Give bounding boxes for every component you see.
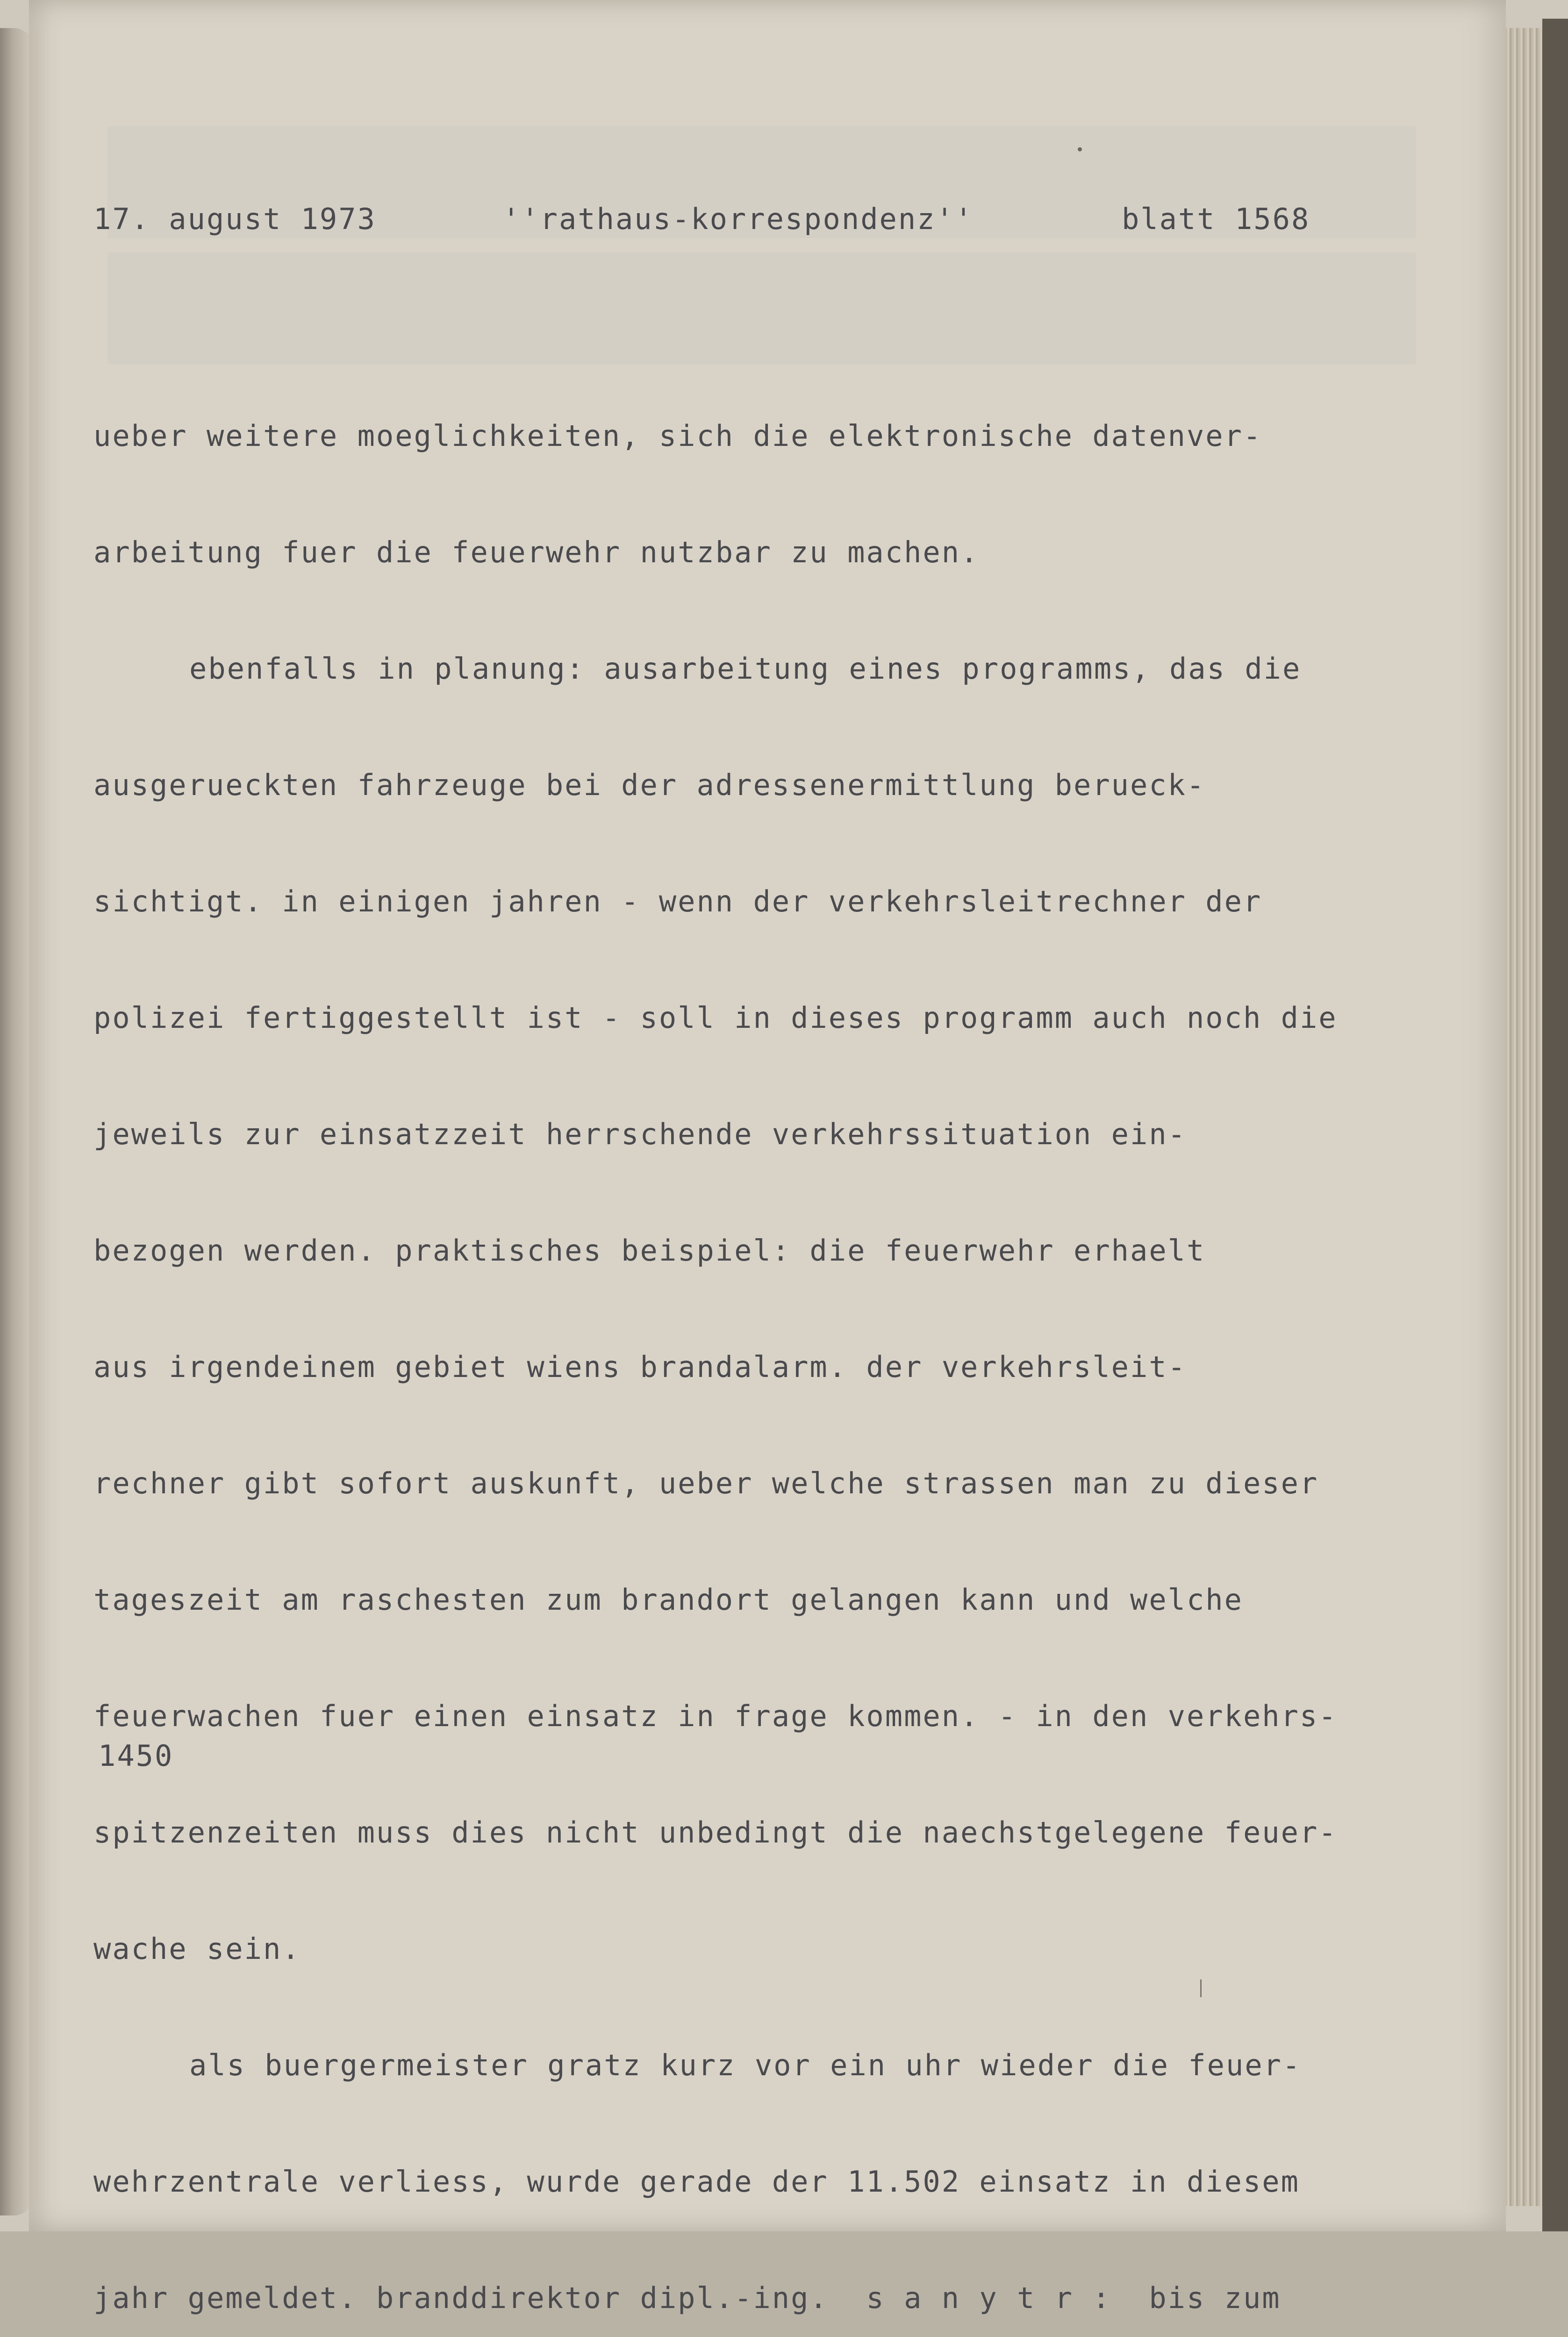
text-line: polizei fertiggestellt ist - soll in dieses programm auch noch die	[93, 1001, 1338, 1035]
header-title: ''rathaus-korrespondenz''	[502, 202, 974, 236]
text-line: wache sein.	[93, 1932, 301, 1966]
text-line: feuerwachen fuer einen einsatz in frage kommen. - in den verkehrs-	[93, 1699, 1338, 1733]
body-text	[93, 344, 1402, 2337]
pencil-mark	[1200, 1979, 1202, 1997]
text-line: jahr gemeldet. branddirektor dipl.-ing. s a n y t r : bis zum	[93, 2281, 1281, 2315]
text-line: jeweils zur einsatzzeit herrschende verkehrssituation ein-	[93, 1117, 1187, 1151]
text-line: bezogen werden. praktisches beispiel: die feuerwehr erhaelt	[93, 1233, 1206, 1268]
page-edges-shadow	[1542, 19, 1568, 2231]
book-spine	[0, 28, 33, 2215]
text-line: sichtigt. in einigen jahren - wenn der verkehrsleitrechner der	[93, 884, 1262, 918]
text-line: tageszeit am raschesten zum brandort gelangen kann und welche	[93, 1583, 1243, 1617]
text-line: aus irgendeinem gebiet wiens brandalarm. der verkehrsleit-	[93, 1350, 1187, 1384]
document-number: 1450	[98, 1739, 174, 1773]
text-line: ueber weitere moeglichkeiten, sich die elektronische datenver-	[93, 419, 1262, 453]
text-line: rechner gibt sofort auskunft, ueber welche strassen man zu dieser	[93, 1466, 1319, 1500]
text-line: arbeitung fuer die feuerwehr nutzbar zu machen.	[93, 535, 980, 569]
text-line: ebenfalls in planung: ausarbeitung eines programms, das die	[189, 652, 1302, 686]
text-line: spitzenzeiten muss dies nicht unbedingt die naechstgelegene feuer-	[93, 1815, 1338, 1850]
header-sheet-number: blatt 1568	[1122, 202, 1310, 236]
text-line: ausgerueckten fahrzeuge bei der adressenermittlung berueck-	[93, 768, 1206, 802]
text-line: wehrzentrale verliess, wurde gerade der 11.502 einsatz in diesem	[93, 2165, 1300, 2199]
text-line: als buergermeister gratz kurz vor ein uhr wieder die feuer-	[189, 2048, 1302, 2082]
header-date: 17. august 1973	[93, 202, 376, 236]
ink-speck	[1078, 147, 1082, 151]
